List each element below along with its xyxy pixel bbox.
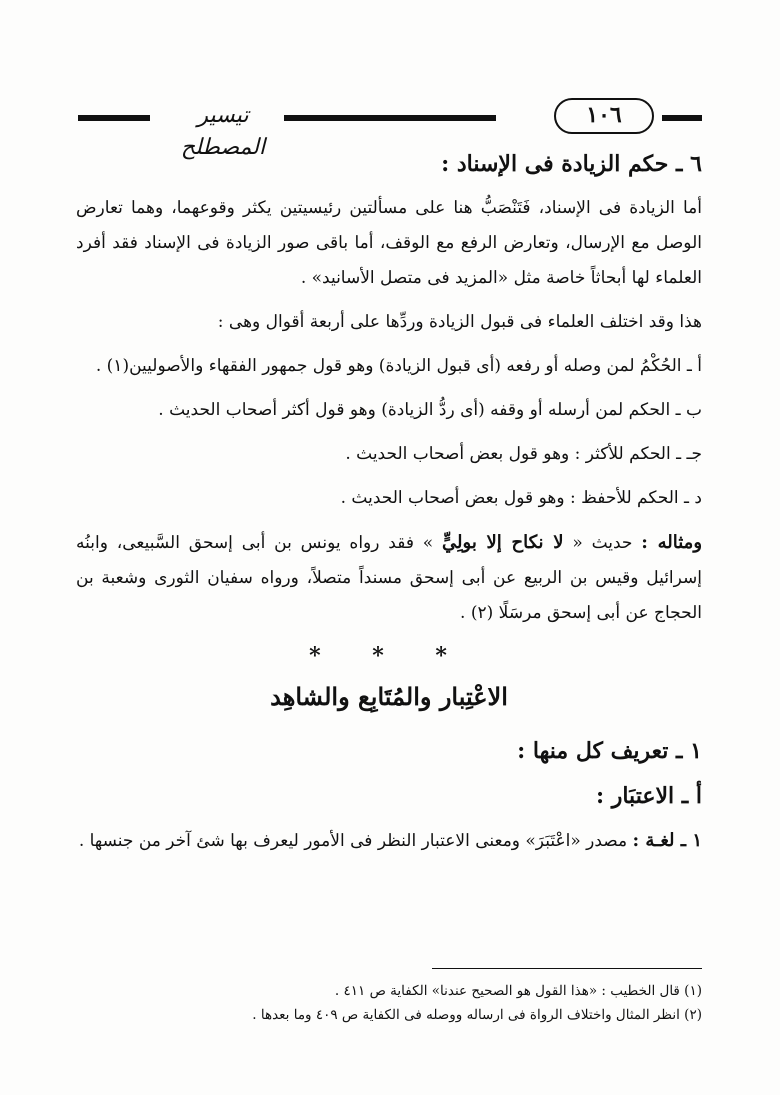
chapter-title: الاعْتِبار والمُتَابِع والشاهِد — [270, 682, 508, 711]
list-item: أ ـ الحُكْمُ لمن وصله أو رفعه (أى قبول الزيادة) وهو قول جمهور الفقهاء والأصوليين(١) . — [95, 356, 702, 376]
header-rule — [78, 115, 150, 121]
paragraph: هذا وقد اختلف العلماء فى قبول الزيادة وردِّها على أربعة أقوال وهى : — [217, 312, 702, 332]
footnote: (١) قال الخطيب : «هذا القول هو الصحيح عندنا» الكفاية ص ٤١١ . — [334, 983, 702, 999]
list-item: ب ـ الحكم لمن أرسله أو وقفه (أى ردُّ الزيادة) وهو قول أكثر أصحاب الحديث . — [158, 400, 702, 420]
page-number: ١٠٦ — [554, 98, 654, 134]
example-lead: ومثاله : — [641, 532, 703, 553]
running-header — [78, 92, 702, 160]
definition-text: مصدر «اعْتَبَرَ» ومعنى الاعتبار النظر فى الأمور ليعرف بها شئ آخر من جنسها . — [78, 831, 633, 851]
footnote: (٢) انظر المثال واختلاف الرواة فى ارساله ووصله فى الكفاية ص ٤٠٩ وما بعدها . — [252, 1007, 702, 1023]
header-rule — [662, 115, 702, 121]
definition-paragraph — [76, 823, 702, 859]
hadith-text: لا نكاح إلا بولِيٍّ — [442, 532, 564, 553]
section-separator: * * * — [309, 643, 469, 669]
paragraph: أما الزيادة فى الإسناد، فَتَنْصَبُّ هنا على مسألتين رئيسيتين يكثر وقوعهما، وهما تعارض الوصل مع الإرسال، وتعارض الرفع مع الوقف، أما باقى صور الزيادة فى الإسناد فقد أفرد العلماء لها أبحاثاً خاصة مثل «المزيد فى متصل الأسانيد» . — [76, 198, 702, 288]
running-title: تيسير المصطلح — [180, 103, 266, 160]
definition-lead: ١ ـ لغـة : — [632, 830, 702, 851]
example-text: » فقد رواه يونس بن أبى إسحق السَّبيعى، وابنُه إسرائيل وقيس بن الربيع عن أبى إسحق مسنداً متصلاً، ورواه سفيان الثورى وشعبة بن الحجاج عن أبى إسحق مرسَلًا (٢) . — [76, 533, 702, 623]
example-paragraph — [76, 525, 702, 631]
page-body — [76, 146, 702, 859]
section-heading: ٦ ـ حكم الزيادة فى الإسناد : — [441, 151, 702, 177]
subsection-heading: ١ ـ تعريف كل منها : — [517, 738, 702, 764]
subsection-heading: أ ـ الاعتبَار : — [595, 783, 702, 809]
example-text: حديث « — [563, 533, 642, 553]
footnote-rule — [432, 968, 702, 969]
list-item: د ـ الحكم للأحفظ : وهو قول بعض أصحاب الحديث . — [340, 488, 702, 508]
header-rule — [284, 115, 496, 121]
list-item: جـ ـ الحكم للأكثر : وهو قول بعض أصحاب الحديث . — [345, 444, 702, 464]
footnotes — [76, 968, 702, 1027]
